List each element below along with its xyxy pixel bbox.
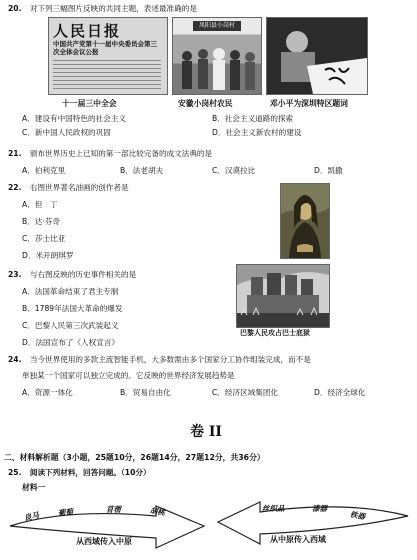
mona-lisa-figure [281, 184, 329, 258]
q25-stem-text: 阅读下列材料，回答问题。（10分） [29, 468, 151, 477]
q21-stem-text: 颁布世界历史上已知的第一部比较完备的成文法典的是 [29, 149, 213, 158]
q24-number: 24. [8, 355, 22, 364]
village-sign: 凤阳县小岗村 [193, 21, 241, 31]
q20-option-d: D．社会主义新农村的建设 [212, 128, 302, 137]
section-heading: 二、材料解析题（3小题，25题10分，26题14分，27题12分，共36分） [4, 453, 265, 462]
q20-option-c: C．新中国人民政权的巩固 [22, 128, 111, 137]
caption-deng-inscription: 邓小平为深圳特区题词 [270, 99, 348, 108]
left-item-grape: 葡萄 [57, 507, 74, 518]
q20-option-a: A．建设有中国特色的社会主义 [22, 114, 126, 123]
q22-option-d: D．米开朗琪罗 [22, 251, 74, 260]
q24-stem-line1: 当今世界使用的多款主流智能手机，大多数需由多个国家分工协作组装完成，而不是 [29, 355, 311, 364]
material-one-label: 材料一 [22, 483, 46, 492]
photo-xiaogang-farmers [172, 17, 262, 95]
q25-number: 25. [8, 468, 22, 477]
q22-option-c: C．莎士比亚 [22, 234, 66, 243]
caption-xiaogang: 安徽小岗村农民 [178, 99, 233, 108]
q20-stem [8, 4, 197, 14]
q20-stem-text: 对下列三幅图片反映的共同主题，表述最准确的是 [29, 4, 197, 13]
q23-stem-text: 与右图反映的历史事件相关的是 [29, 270, 137, 279]
q21-stem [8, 149, 212, 159]
q23-number: 23. [8, 270, 22, 279]
right-item-iron: 铁器 [349, 509, 366, 522]
caption-third-plenum: 十一届三中全会 [62, 99, 117, 108]
q23-option-b: B．1789年法国大革命的爆发 [22, 304, 123, 313]
q24-option-d: D．经济全球化 [314, 388, 366, 397]
caption-bastille: 巴黎人民攻占巴士底狱 [240, 329, 310, 337]
left-item-walnut: 胡桃 [149, 506, 166, 517]
photo-storming-bastille [236, 264, 330, 328]
q24-option-b: B．贸易自由化 [120, 388, 171, 397]
newspaper-masthead: 人民日报 [53, 22, 122, 40]
q23-option-d: D．法国宣布了《人权宣言》 [22, 338, 119, 347]
section-juan-title: 卷 II [190, 424, 222, 440]
q22-option-b: B．达·芬奇 [22, 217, 60, 226]
q22-stem [8, 183, 129, 193]
q24-option-a: A．资源一体化 [22, 388, 73, 397]
bastille-scene [237, 265, 329, 327]
q20-option-b: B．社会主义道路的探索 [212, 114, 294, 123]
q24-option-c: C．经济区域集团化 [212, 388, 279, 397]
newspaper-headline: 中国共产党第十一届中央委员会第三次全体会议公报 [53, 40, 157, 56]
right-arrow-caption: 从中原传入西域 [270, 535, 326, 544]
q20-number: 20. [8, 4, 22, 13]
q21-option-c: C．汉谟拉比 [212, 166, 256, 175]
left-item-alfalfa: 苜蓿 [106, 505, 121, 514]
q22-stem-text: 右图世界著名油画的创作者是 [29, 183, 129, 192]
right-item-silk: 丝织品 [262, 504, 285, 513]
painting-mona-lisa [280, 183, 330, 259]
q21-option-b: B．法老胡夫 [120, 166, 164, 175]
q25-stem [8, 468, 151, 478]
q22-option-a: A．但 丁 [22, 200, 58, 209]
photo-third-plenum-newspaper [48, 17, 168, 95]
photo-deng-calligraphy [266, 17, 368, 95]
q21-option-a: A．伯利克里 [22, 166, 66, 175]
q24-stem [8, 355, 311, 365]
q23-stem [8, 270, 136, 280]
q22-number: 22. [8, 183, 22, 192]
q23-option-a: A．法国革命结束了君主专制 [22, 287, 119, 296]
calligraphy-scene [267, 18, 367, 94]
left-item-horse: 良马 [23, 510, 40, 523]
newspaper-body-lines [53, 60, 161, 90]
q21-number: 21. [8, 149, 22, 158]
q21-option-d: D．凯撒 [314, 166, 343, 175]
q23-option-c: C．巴黎人民第三次武装起义 [22, 321, 119, 330]
farmers-silhouettes [173, 18, 261, 94]
right-item-lacquer: 漆器 [312, 504, 327, 513]
q24-stem-line2: 单独某一个国家可以独立完成的。它反映的世界经济发展趋势是 [22, 371, 235, 380]
left-arrow-caption: 从西域传入中原 [76, 537, 132, 546]
